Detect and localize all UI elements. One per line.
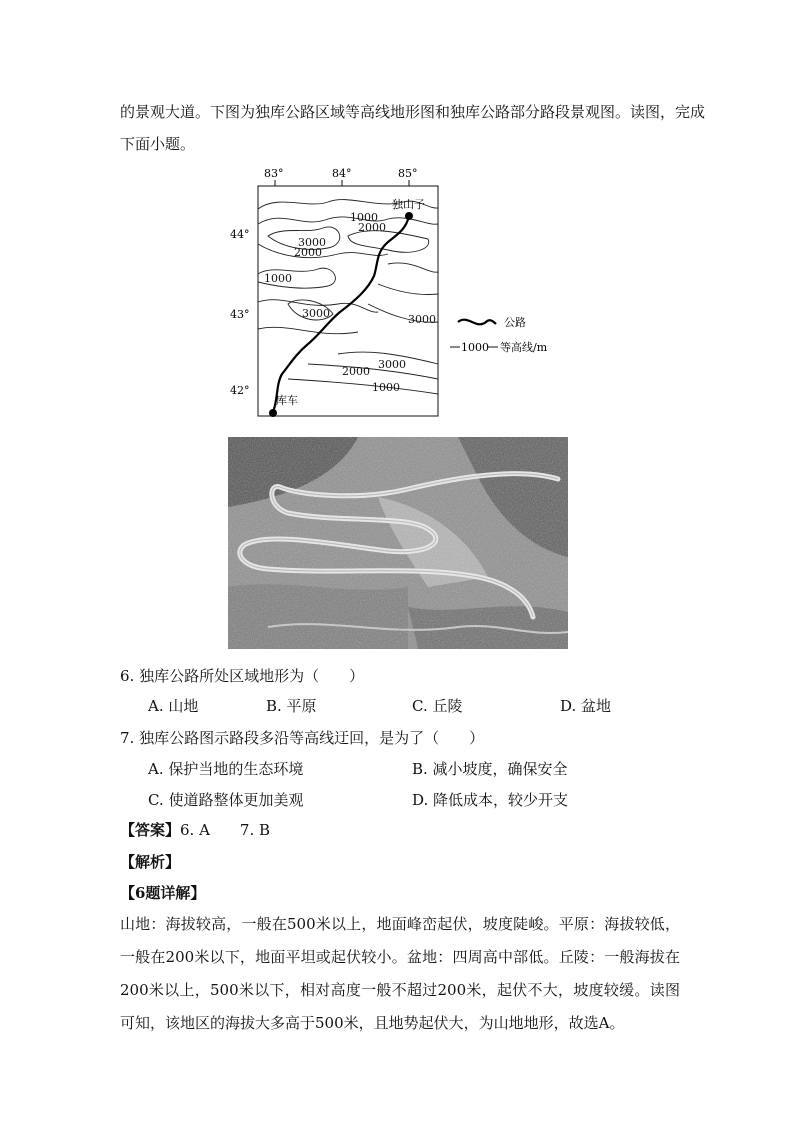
q7-option-d: D. 降低成本，较少开支 xyxy=(412,791,569,809)
lon-label: 84° xyxy=(332,167,352,180)
contour-map xyxy=(228,164,558,424)
q6-detail-label: 【6题详解】 xyxy=(120,884,206,902)
q6-option-c: C. 丘陵 xyxy=(412,697,463,715)
lat-label: 44° xyxy=(230,228,250,241)
contour-label: 2000 xyxy=(358,221,386,234)
city-marker xyxy=(405,212,413,220)
answer-label: 【答案】 xyxy=(120,821,181,839)
lat-label: 42° xyxy=(230,384,250,397)
legend-contour-value: 1000 xyxy=(461,341,489,354)
city-north-label: 独山子 xyxy=(392,198,425,211)
contour-label: 1000 xyxy=(372,381,400,394)
legend-road-symbol xyxy=(458,320,496,325)
legend-road-label: 公路 xyxy=(504,316,526,329)
contour-label: 2000 xyxy=(294,246,322,259)
landscape-photo xyxy=(228,437,568,649)
question-7-stem: 7. 独库公路图示路段多沿等高线迂回，是为了（ ） xyxy=(120,729,485,747)
lon-label: 85° xyxy=(398,167,418,180)
q7-option-c: C. 使道路整体更加美观 xyxy=(148,791,304,809)
question-6-stem: 6. 独库公路所处区域地形为（ ） xyxy=(120,667,365,685)
lon-label: 83° xyxy=(264,167,284,180)
city-marker xyxy=(269,409,277,417)
contour-label: 3000 xyxy=(302,307,330,320)
q6-option-d: D. 盆地 xyxy=(560,697,612,715)
q6-option-a: A. 山地 xyxy=(148,697,199,715)
contour-label: 2000 xyxy=(342,365,370,378)
q7-option-a: A. 保护当地的生态环境 xyxy=(148,760,304,778)
contour-label: 1000 xyxy=(350,211,378,224)
contour-label: 1000 xyxy=(264,272,292,285)
contour-label: 3000 xyxy=(298,236,326,249)
legend-contour-label: 等高线/m xyxy=(500,341,548,354)
answer-line xyxy=(120,820,270,840)
city-south-label: 库车 xyxy=(276,394,298,407)
analysis-label: 【解析】 xyxy=(120,853,181,871)
intro-line-2: 下面小题。 xyxy=(120,135,196,153)
intro-line-1: 的景观大道。下图为独库公路区域等高线地形图和独库公路部分路段景观图。读图，完成 xyxy=(120,103,706,121)
explanation-text: 山地：海拔较高，一般在500米以上，地面峰峦起伏，坡度陡峻。平原：海拔较低，一般在200米以下，地面平坦或起伏较小。盆地：四周高中部低。丘陵：一般海拔在200米以上，500米以下，相对高度一般不超过200米，起伏不大，坡度较缓。读图可知，该地区的海拔大多高于500米，且地势起伏大，为山地地形，故选A。 xyxy=(120,915,680,1032)
answer-text: 6. A 7. B xyxy=(180,821,271,839)
q6-option-b: B. 平原 xyxy=(266,697,317,715)
contour-label: 3000 xyxy=(378,358,406,371)
lat-label: 43° xyxy=(230,308,250,321)
contour-label: 3000 xyxy=(408,313,436,326)
q7-option-b: B. 减小坡度，确保安全 xyxy=(412,760,568,778)
